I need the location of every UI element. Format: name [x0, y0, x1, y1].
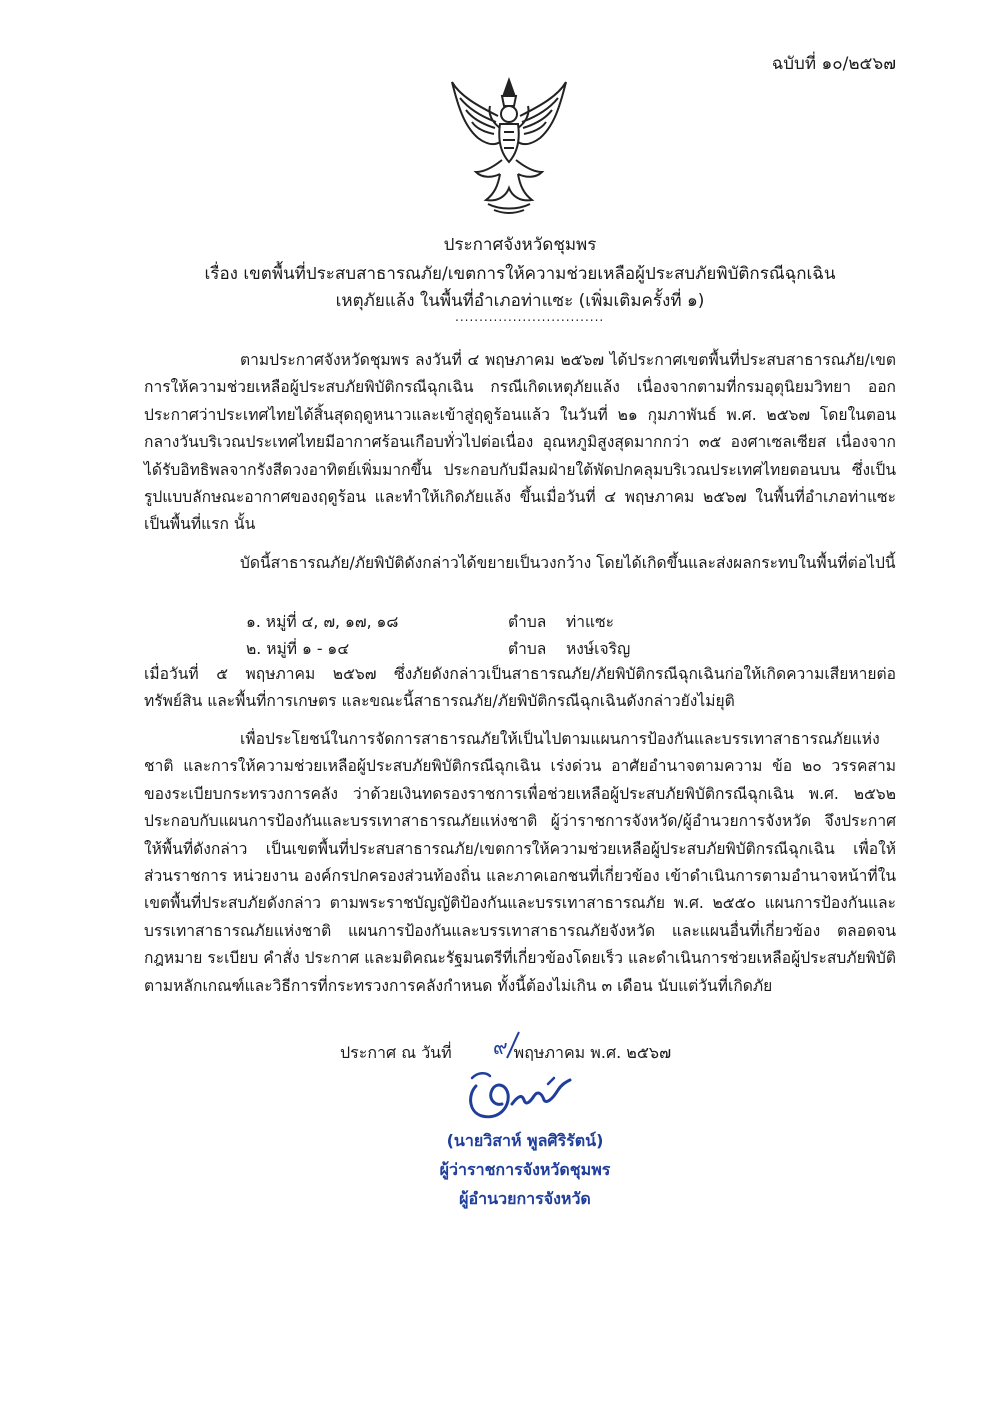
announce-month-year: พฤษภาคม พ.ศ. ๒๕๖๗ — [513, 1043, 672, 1062]
location-2-tambon: หงษ์เจริญ — [566, 640, 631, 658]
paragraph-4: เพื่อประโยชน์ในการจัดการสาธารณภัยให้เป็นไปตามแผนการป้องกันและบรรเทาสาธารณภัยแห่งชาติ และการให้ความช่วยเหลือผู้ประสบภัยพิบัติกรณีฉุกเฉิน เร่งด่วน อาศัยอำนาจตามความ ข้อ ๒๐ วรรคสาม ของระเบียบกระทรวงการคลัง ว่าด้วยเงินทดรองราชการเพื่อช่วยเหลือผู้ประสบภัยพิบัติกรณีฉุกเฉิน พ.ศ. ๒๕๖๒ ประกอบกับแผนการป้องกันและบรรเทาสาธารณภัยแห่งชาติ ผู้ว่าราชการจังหวัด/ผู้อำนวยการจังหวัด จึงประกาศให้พื้นที่ดังกล่าว เป็นเขตพื้นที่ประสบสาธารณภัย/เขตการให้ความช่วยเหลือผู้ประสบภัยพิบัติกรณีฉุกเฉิน เพื่อให้ส่วนราชการ หน่วยงาน องค์กรปกครองส่วนท้องถิ่น และภาคเอกชนที่เกี่ยวข้อง เข้าดำเนินการตามอำนาจหน้าที่ในเขตพื้นที่ประสบภัยดังกล่าว ตามพระราชบัญญัติป้องกันและบรรเทาสาธารณภัย พ.ศ. ๒๕๕๐ แผนการป้องกันและบรรเทาสาธารณภัยแห่งชาติ แผนการป้องกันและบรรเทาสาธารณภัยจังหวัด และแผนอื่นที่เกี่ยวข้อง ตลอดจนกฎหมาย ระเบียบ คำสั่ง ประกาศ และมติคณะรัฐมนตรีที่เกี่ยวข้องโดยเร็ว และดำเนินการช่วยเหลือผู้ประสบภัยพิบัติตามหลักเกณฑ์และวิธีการที่กระทรวงการคลังกำหนด ทั้งนี้ต้องไม่เกิน ๓ เดือน นับแต่วันที่เกิดภัย — [144, 730, 897, 995]
separator: ............................... — [455, 310, 605, 324]
location-2-tambon-label: ตำบล — [508, 640, 547, 658]
signer-name: (นายวิสาห์ พูลศิริรัตน์) — [446, 1131, 604, 1150]
location-2-villages: ๒. หมู่ที่ ๑ - ๑๔ — [246, 640, 350, 658]
signer-position-1: ผู้ว่าราชการจังหวัดชุมพร — [439, 1160, 611, 1179]
paragraph-1: ตามประกาศจังหวัดชุมพร ลงวันที่ ๔ พฤษภาคม ๒๕๖๗ ได้ประกาศเขตพื้นที่ประสบสาธารณภัย/เขตการให้ความช่วยเหลือผู้ประสบภัยพิบัติกรณีฉุกเฉิน กรณีเกิดเหตุภัยแล้ง เนื่องจากตามที่กรมอุตุนิยมวิทยา ออกประกาศว่าประเทศไทยได้สิ้นสุดฤดูหนาวและเข้าสู่ฤดูร้อนแล้ว ในวันที่ ๒๑ กุมภาพันธ์ พ.ศ. ๒๕๖๗ โดยในตอนกลางวันบริเวณประเทศไทยมีอากาศร้อนเกือบทั่วไปต่อเนื่อง อุณหภูมิสูงสุดมากกว่า ๓๕ องศาเซลเซียส เนื่องจากได้รับอิทธิพลจากรังสีดวงอาทิตย์เพิ่มมากขึ้น ประกอบกับมีลมฝ่ายใต้พัดปกคลุมบริเวณประเทศไทยตอนบน ซึ่งเป็นรูปแบบลักษณะอากาศของฤดูร้อน และทำให้เกิดภัยแล้ง ขึ้นเมื่อวันที่ ๔ พฤษภาคม ๒๕๖๗ ในพื้นที่อำเภอท่าแซะ เป็นพื้นที่แรก นั้น — [144, 351, 896, 534]
garuda-emblem-icon — [448, 76, 570, 216]
signature-image — [462, 1064, 577, 1126]
subject-line-1: เรื่อง เขตพื้นที่ประสบสาธารณภัย/เขตการให้ความช่วยเหลือผู้ประสบภัยพิบัติกรณีฉุกเฉิน — [204, 264, 836, 284]
announce-prefix: ประกาศ ณ วันที่ — [340, 1043, 452, 1062]
subject-line-2: เหตุภัยแล้ง ในพื้นที่อำเภอท่าแซะ (เพิ่มเติมครั้งที่ ๑) — [335, 291, 705, 311]
handwritten-day-text: ๙ — [493, 1035, 508, 1059]
signer-position-2: ผู้อำนวยการจังหวัด — [459, 1189, 591, 1208]
location-1-tambon: ท่าแซะ — [566, 613, 615, 631]
location-1-tambon-label: ตำบล — [508, 613, 547, 631]
issue-number: ฉบับที่ ๑๐/๒๕๖๗ — [771, 54, 896, 74]
location-1-villages: ๑. หมู่ที่ ๔, ๗, ๑๗, ๑๘ — [246, 613, 399, 631]
paragraph-3: เมื่อวันที่ ๕ พฤษภาคม ๒๕๖๗ ซึ่งภัยดังกล่าวเป็นสาธารณภัย/ภัยพิบัติกรณีฉุกเฉินก่อให้เกิดความเสียหายต่อทรัพย์สิน และพื้นที่การเกษตร และขณะนี้สาธารณภัย/ภัยพิบัติกรณีฉุกเฉินดังกล่าวยังไม่ยุติ — [144, 665, 896, 711]
paragraph-2: บัดนี้สาธารณภัย/ภัยพิบัติดังกล่าวได้ขยายเป็นวงกว้าง โดยได้เกิดขึ้นและส่งผลกระทบในพื้นที่ต่อไปนี้ — [240, 554, 896, 572]
announcement-title: ประกาศจังหวัดชุมพร — [443, 235, 597, 255]
handwritten-day — [487, 1030, 527, 1064]
